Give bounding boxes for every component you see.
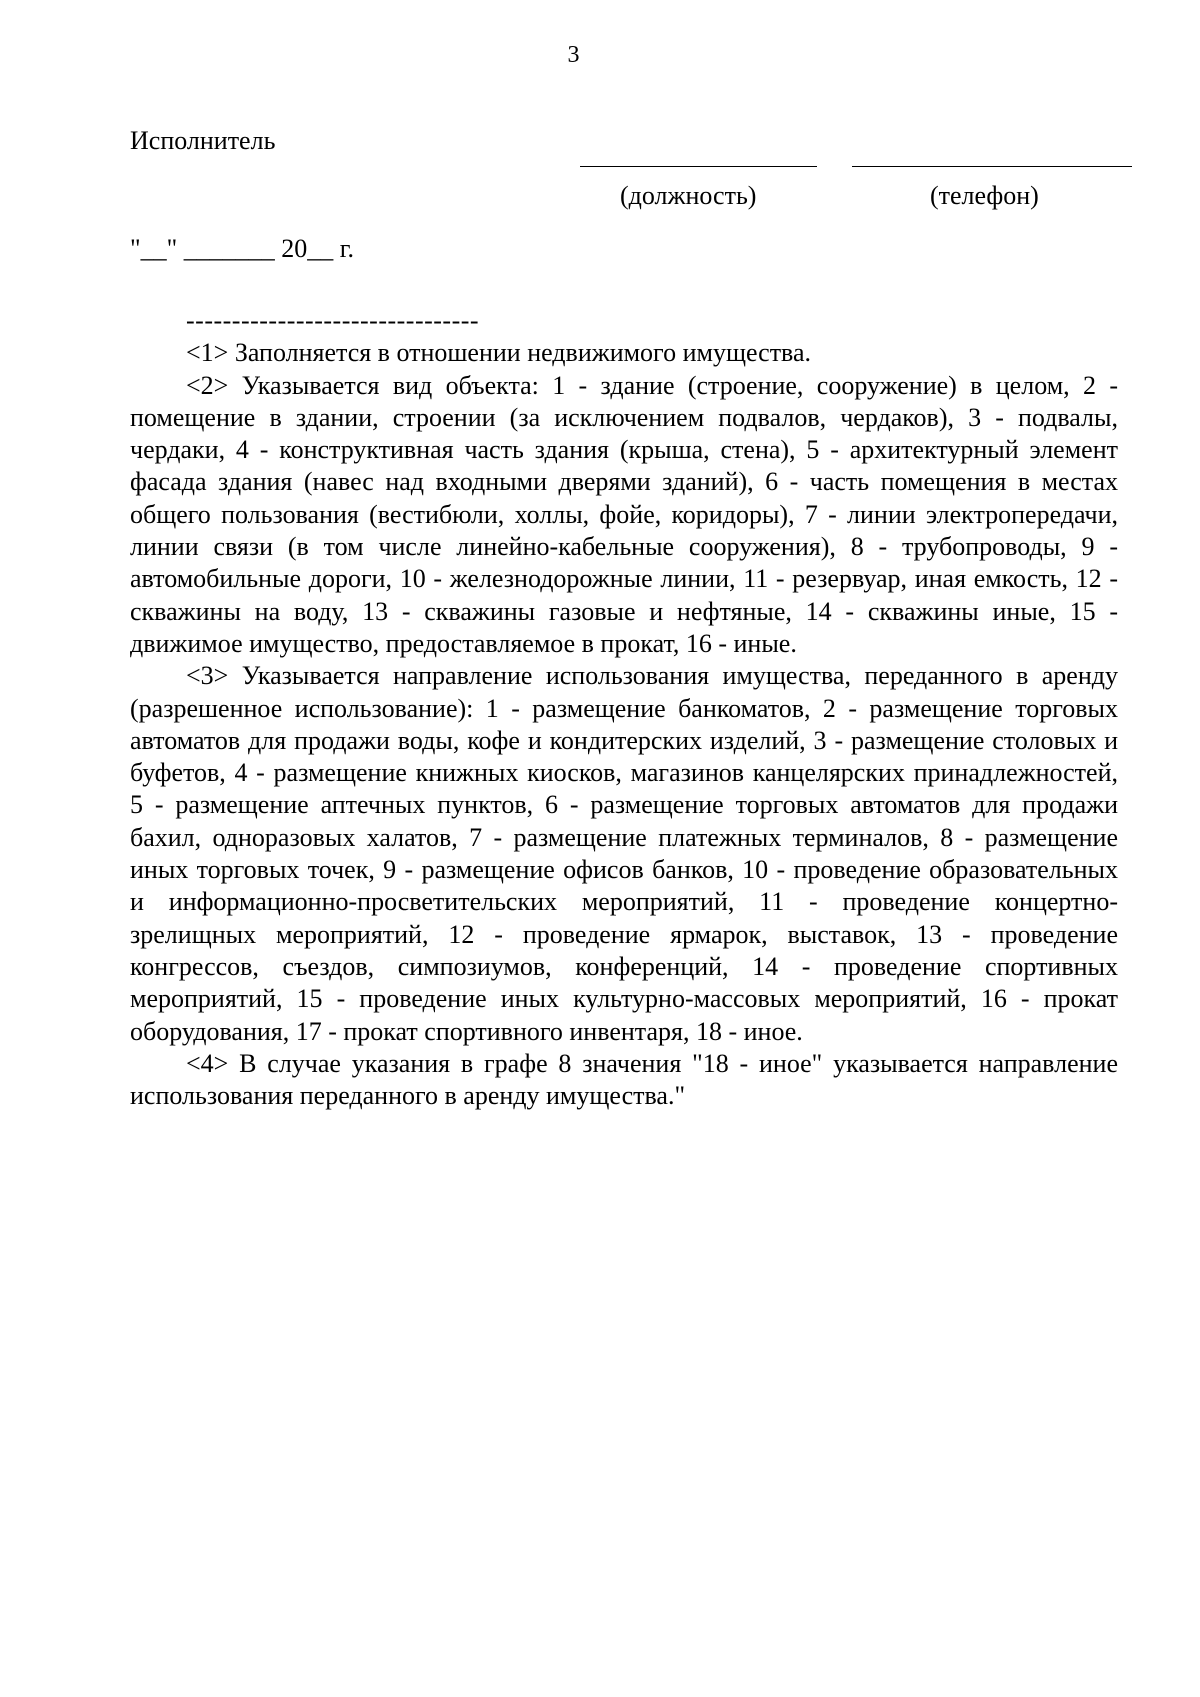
page-number: 3 bbox=[567, 42, 580, 68]
position-caption: (должность) bbox=[620, 181, 757, 210]
footnotes-section bbox=[130, 305, 1118, 1112]
phone-signature-line bbox=[852, 166, 1132, 167]
footnote-separator: -------------------------------- bbox=[186, 306, 480, 335]
date-line: "__" _______ 20__ г. bbox=[130, 234, 354, 263]
phone-caption: (телефон) bbox=[930, 181, 1039, 210]
footnote-4: <4> В случае указания в графе 8 значения "18 - иное" указывается направление использования переданного в аренду имущества." bbox=[130, 1048, 1118, 1111]
footnote-3: <3> Указывается направление использования имущества, переданного в аренду (разрешенное использование): 1 - размещение банкоматов, 2 - размещение торговых автоматов для продажи воды, кофе и кондитерских изделий, 3 - размещение столовых и буфетов, 4 - размещение книжных киосков, магазинов канцелярских принадлежностей, 5 - размещение аптечных пунктов, 6 - размещение торговых автоматов для продажи бахил, одноразовых халатов, 7 - размещение платежных терминалов, 8 - размещение иных торговых точек, 9 - размещение офисов банков, 10 - проведение образовательных и информационно-просветительских мероприятий, 11 - проведение концертно-зрелищных мероприятий, 12 - проведение ярмарок, выставок, 13 - проведение конгрессов, съездов, симпозиумов, конференций, 14 - проведение спортивных мероприятий, 15 - проведение иных культурно-массовых мероприятий, 16 - прокат оборудования, 17 - прокат спортивного инвентаря, 18 - иное. bbox=[130, 661, 1118, 1046]
footnote-2: <2> Указывается вид объекта: 1 - здание (строение, сооружение) в целом, 2 - помещение в здании, строении (за исключением подвалов, чердаков), 3 - подвалы, чердаки, 4 - конструктивная часть здания (крыша, стена), 5 - архитектурный элемент фасада здания (навес над входными дверями зданий), 6 - часть помещения в местах общего пользования (вестибюли, холлы, фойе, коридоры), 7 - линии электропередачи, линии связи (в том числе линейно-кабельные сооружения), 8 - трубопроводы, 9 - автомобильные дороги, 10 - железнодорожные линии, 11 - резервуар, иная емкость, 12 - скважины на воду, 13 - скважины газовые и нефтяные, 14 - скважины иные, 15 - движимое имущество, предоставляемое в прокат, 16 - иные. bbox=[130, 370, 1118, 658]
executor-label: Исполнитель bbox=[130, 126, 276, 155]
position-signature-line bbox=[580, 166, 817, 167]
footnote-1: <1> Заполняется в отношении недвижимого имущества. bbox=[186, 338, 812, 368]
